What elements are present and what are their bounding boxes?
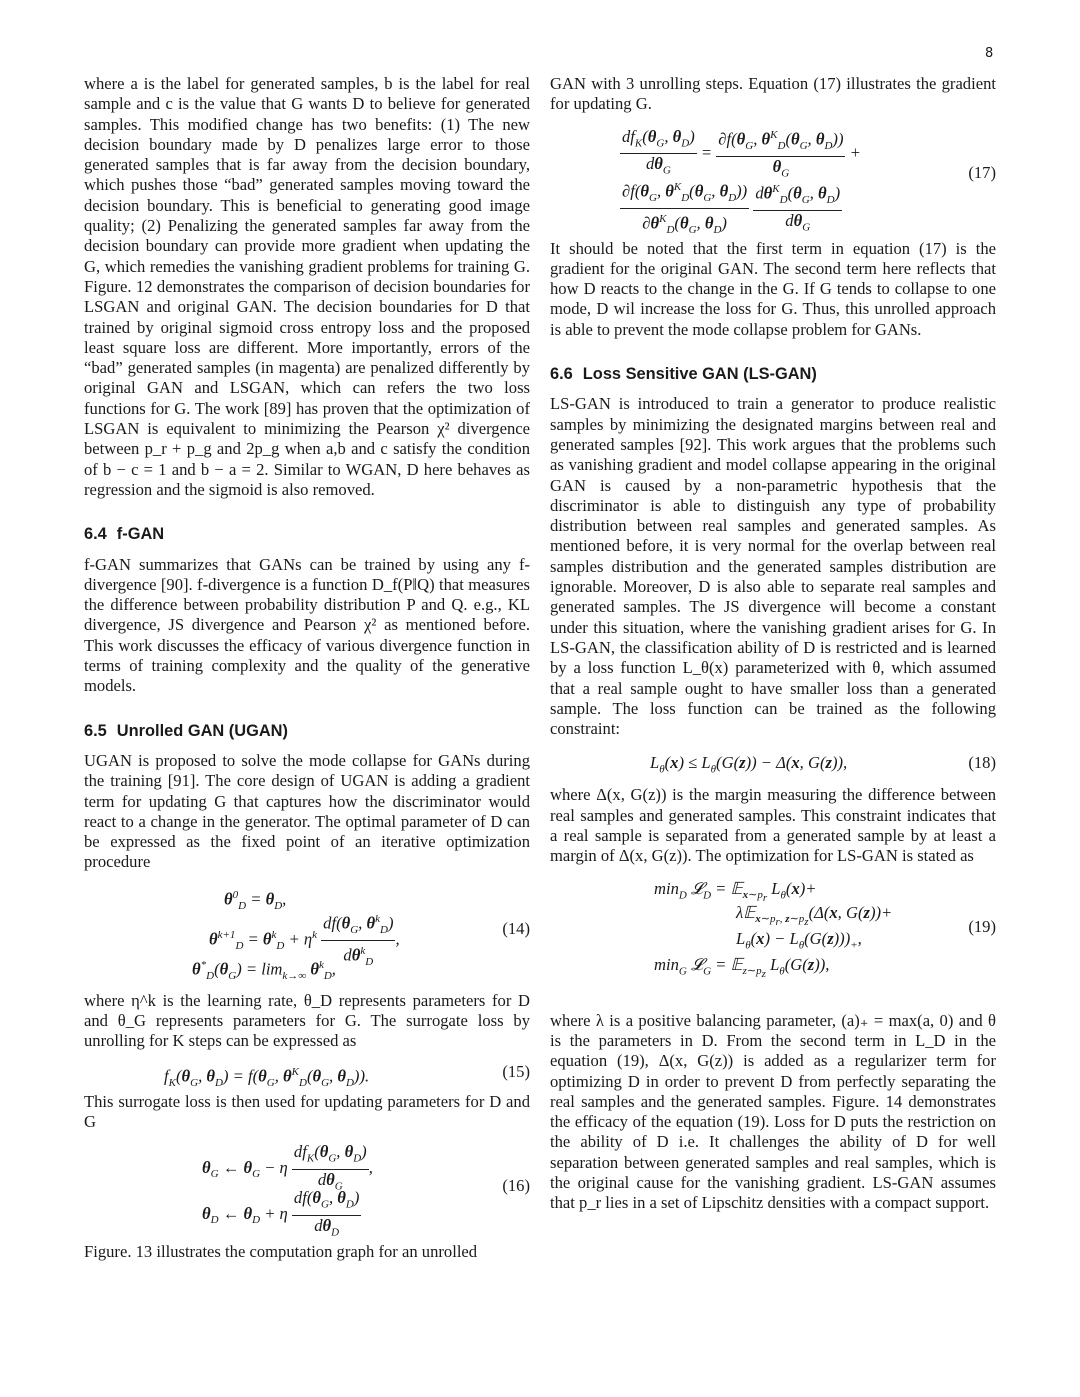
paragraph-eq17-explain: It should be noted that the first term in equation (17) is the gradient for the original GAN. The second term here reflects that how D reacts to the change in the G. If G tends to collapse to one mode, D wil increase the loss for G. Thus, this unrolled approach is able to prevent the mode collapse problem for GANs. [550,238,996,339]
equation-number: (17) [968,162,996,182]
section-heading-ls-gan [550,364,996,384]
equation-18: $L_\theta(x) \le L_\theta(G(z)) - \Delta(x$, G(z)), (18) [650,753,996,776]
paragraph-ls-gan-intro: LS-GAN is introduced to train a generator to produce realistic samples by minimizing the designated margins between real and generated samples [92]. This work argues that the problems such as vanishing gradient and model collapse appearing in the original GAN is caused by a non-parametric hypothesis that the discriminator is able to distinguish any type of probability distribution between real samples and generated samples. As mentioned before, it is very normal for the overlap between real samples distribution and the generated samples distribution are ignorable. Moreover, D is also able to separate real samples and generated samples. The JS divergence will become a constant under this situation, where the vanishing gradient arises for G. In LS-GAN, the classification ability of D is restricted and is learned by a loss function L_θ(x) parameterized with θ, which assumed that a real sample ought to have smaller loss than a generated sample. The loss function can be trained as the following constraint: [550,394,996,739]
equation-16: $\theta_G$ ← $\theta_G - \eta$ $\frac{df_K(\theta_G, \theta_D)}{d\theta_G}$ , $\theta_D$ ← $\theta_D + \eta$ $\frac{df(\theta_G, \theta_D)}{d\theta_D}$ (16) [202,1142,530,1239]
equation-19: $\min_D$ 𝓛$_D$ = 𝔼$_{x\sim pr}$ $L_\theta(x)+$ λ𝔼$_{x\sim pr, z\sim pz}$(Δ(x, G(z))+ $L_\theta(x) - L_\theta(G(z)))_+$, $\min_G$ 𝓛$_G$ = 𝔼$_{z\sim pz}$ $L_\theta(G(z))$, (19) [654,878,996,981]
section-number: 6.4 [84,525,107,544]
page-number: 8 [985,46,994,61]
section-title: f-GAN [116,525,165,544]
paragraph-margin: where Δ(x, G(z)) is the margin measuring the difference between real samples and generated samples. This constraint indicates that a real sample is separated from a generated sample by at least a margin of Δ(x, G(z)). The optimization for LS-GAN is stated as [550,785,996,866]
section-title: Loss Sensitive GAN (LS-GAN) [582,365,817,384]
right-column [550,74,996,1214]
equation-number: (14) [502,918,530,938]
paragraph-ugan-params: where η^k is the learning rate, θ_D represents parameters for D and θ_G represents parameters for G. The surrogate loss by unrolling for K steps can be expressed as [84,990,530,1051]
paragraph-eq17-intro: GAN with 3 unrolling steps. Equation (17) illustrates the gradient for updating G. [550,74,996,114]
equation-14: $\theta^0_D = \theta_D$, $\theta^{k+1}_D = \theta^k_D + \eta^k$ $\frac{df(\theta_G, \theta^k_D)}{d\theta^k_D}$ , $\theta^*_D(\theta_G) = \lim_{k\to\infty} \theta^k_D$, (14) [192,888,530,982]
paragraph-lambda: where λ is a positive balancing parameter, (a)₊ = max(a, 0) and θ is the parameters in D. From the second term in L_D in the equation (19), Δ(x, G(z)) is added as a regularizer term for optimizing D in order to prevent D from perfectly separating the real samples and the generated samples. Figure. 14 demonstrates the efficacy of the equation (19). Loss for D puts the restriction on the ability of D i.e. It challenges the ability of D for well separation between generated samples and real samples, which is the original cause for the vanishing gradient. LS-GAN assumes that p_r lies in a set of Lipschitz densities with a compact support. [550,1010,996,1213]
paragraph-f-gan: f-GAN summarizes that GANs can be trained by using any f-divergence [90]. f-divergence is a function D_f(P‖Q) that measures the difference between probability distribution P and Q. e.g., KL divergence, JS divergence and Pearson χ² as mentioned before. This work discusses the efficacy of various divergence function in terms of training complexity and the quality of the generative models. [84,554,530,696]
equation-17: $\frac{df_K(\theta_G, \theta_D)}{d\theta_G}$ = $\frac{\partial f(\theta_G, \theta^K_D(\theta_G, \theta_D))}{\theta_G}$ + $\frac{\partial f(\theta_G, \theta^K_D(\theta_G, \theta_D))}{\partial\theta^K_D(\theta_G, \theta_D)}$ $\frac{d\theta^K_D(\theta_G, \theta_D)}{d\theta_G}$ (17) [550,125,996,231]
paragraph-figure-13: Figure. 13 illustrates the computation graph for an unrolled [84,1242,478,1262]
section-heading-ugan [84,721,530,741]
section-title: Unrolled GAN (UGAN) [116,721,288,740]
left-column [84,74,530,1262]
equation-number: (18) [968,753,996,773]
paragraph-ugan-update: This surrogate loss is then used for updating parameters for D and G [84,1091,530,1131]
section-number: 6.6 [550,365,573,384]
equation-number: (19) [968,916,996,936]
equation-number: (15) [502,1061,530,1081]
section-number: 6.5 [84,721,107,740]
section-heading-f-gan [84,524,530,544]
equation-number: (16) [502,1176,530,1196]
equation-15: $f_K(\theta_G$, $\theta_D) = f(\theta_G$, $\theta^K_D(\theta_G$, $\theta_D$)). (15) [164,1061,530,1089]
paragraph-lsgan-benefits: where a is the label for generated samples, b is the label for real sample and c is the value that G wants D to believe for generated samples. This modified change has two benefits: (1) The new decision boundary made by D penalizes large error to those generated samples that is far away from the decision boundary, which pushes those “bad” generated samples moving toward the decision boundary. This is beneficial to generating good image quality; (2) Penalizing the generated samples far away from the decision boundary can provide more gradient when updating the G, which remedies the vanishing gradient problems for training G. Figure. 12 demonstrates the comparison of decision boundaries for LSGAN and original GAN. The decision boundaries for D that trained by original sigmoid cross entropy loss and the proposed least square loss are different. More importantly, errors of the “bad” generated samples (in magenta) are penalized differently by original GAN and LSGAN, which can refers the two loss functions for G. The work [89] has proven that the optimization of LSGAN is equivalent to minimizing the Pearson χ² divergence between p_r + p_g and 2p_g when a,b and c satisfy the condition of b − c = 1 and b − a = 2. Similar to WGAN, D here behaves as regression and the sigmoid is also removed. [84,74,530,499]
paragraph-ugan-intro: UGAN is proposed to solve the mode collapse for GANs during the training [91]. The core design of UGAN is adding a gradient term for updating G that captures how the discriminator would react to a change in the generator. The optimal parameter of D can be expressed as the fixed point of an iterative optimization procedure [84,750,530,872]
